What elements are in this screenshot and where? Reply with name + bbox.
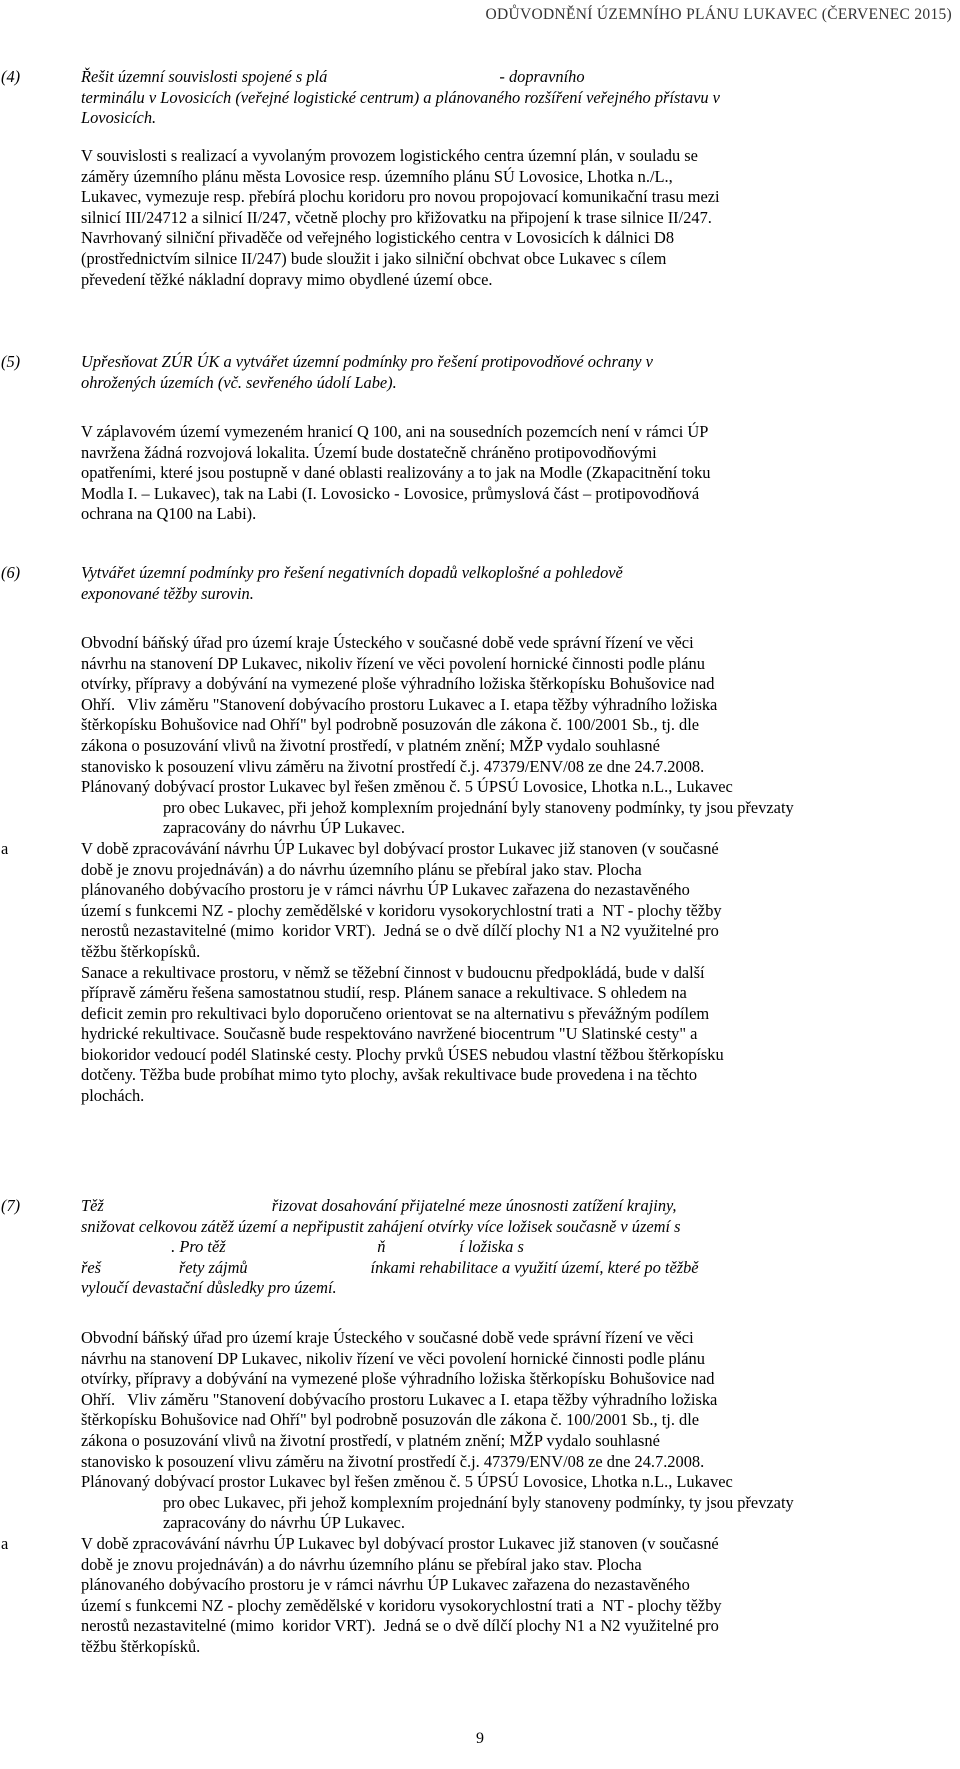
body-line: biokoridor vedoucí podél Slatinské cesty. Plochy prvků ÚSES nebudou vlastní těžbou štěrkopísku [81, 1044, 724, 1064]
body-line: hydrické rekultivace. Současně bude respektováno navržené biocentrum "U Slatinské cesty" a [81, 1024, 698, 1044]
body-line: plánovaného dobývacího prostoru je v rámci návrhu ÚP Lukavec zařazena do nezastavěného [81, 880, 690, 900]
section-number: (6) [1, 563, 21, 582]
document-header: ODŮVODNĚNÍ ÚZEMNÍHO PLÁNU LUKAVEC (ČERVENEC 2015) [485, 6, 952, 23]
body-line: době je znovu projednáván) a do návrhu územního plánu se přebíral jako stav. Plocha [81, 859, 642, 879]
body-line: zákona o posuzování vlivů na životní prostředí, v platném znění; MŽP vydalo souhlasné [81, 735, 660, 755]
body-line: štěrkopísku Bohušovice nad Ohří" byl podrobně posuzován dle zákona č. 100/2001 Sb., tj. dle [81, 1410, 700, 1430]
body-line: V souvislosti s realizací a vyvolaným provozem logistického centra územní plán, v souladu se [81, 146, 698, 165]
body-line: otvírky, přípravy a dobývání na vymezené ploše výhradního ložiska štěrkopísku Bohušovice nad [81, 1369, 715, 1389]
body-line: plochách. [81, 1086, 145, 1106]
heading-line: Vytvářet územní podmínky pro řešení negativních dopadů velkoplošné a pohledově [81, 563, 623, 582]
section-number: (4) [1, 67, 21, 86]
body-line: deficit zemin pro rekultivaci bylo doporučeno orientovat se na alternativu s převážným podílem [81, 1003, 710, 1023]
body-line: plánovaného dobývacího prostoru je v rámci návrhu ÚP Lukavec zařazena do nezastavěného [81, 1575, 690, 1595]
body-line: záměry územního plánu města Lovosice resp. územního plánu SÚ Lovosice, Lhotka n./L., [81, 166, 673, 186]
body-line: V době zpracovávání návrhu ÚP Lukavec byl dobývací prostor Lukavec již stanoven (v současné [81, 1533, 719, 1553]
margin-letter: a [1, 839, 9, 858]
section-body [81, 422, 951, 525]
body-line: otvírky, přípravy a dobývání na vymezené ploše výhradního ložiska štěrkopísku Bohušovice nad [81, 674, 715, 694]
body-line: pro obec Lukavec, při jehož komplexním projednání byly stanoveny podmínky, ty jsou převzaty [81, 1492, 794, 1512]
body-line: V době zpracovávání návrhu ÚP Lukavec byl dobývací prostor Lukavec již stanoven (v současné [81, 838, 719, 858]
heading-line: Těž řizovat dosahování přijatelné meze únosnosti zatížení krajiny, [81, 1196, 677, 1215]
body-line: opatřeními, které jsou postupně v dané oblasti realizovány a to jak na Modle (Zkapacitnění toku [81, 463, 711, 483]
heading-line: terminálu v Lovosicích (veřejné logistické centrum) a plánovaného rozšíření veřejného přístavu v [81, 87, 720, 107]
heading-line: ohrožených územích (vč. sevřeného údolí Labe). [81, 372, 397, 392]
body-line: území s funkcemi NZ - plochy zemědělské v koridoru vysokorychlostní trati a NT - plochy těžby [81, 1595, 722, 1615]
body-line: dotčeny. Těžba bude probíhat mimo tyto plochy, avšak rekultivace bude provedena i na těchto [81, 1065, 698, 1085]
section-heading [81, 563, 951, 604]
body-line: štěrkopísku Bohušovice nad Ohří" byl podrobně posuzován dle zákona č. 100/2001 Sb., tj. dle [81, 715, 700, 735]
body-line: těžbu štěrkopísků. [81, 1636, 201, 1656]
section-heading [81, 1196, 951, 1299]
body-line: stanovisko k posouzení vlivu záměru na životní prostředí č.j. 47379/ENV/08 ze dne 24.7.2008. [81, 1451, 705, 1471]
heading-line: Upřesňovat ZÚR ÚK a vytvářet územní podmínky pro řešení protipovodňové ochrany v [81, 352, 653, 371]
heading-line: Řešit územní souvislosti spojené s plá - dopravního [81, 67, 585, 86]
heading-line: . Pro těž ň í ložiska s [81, 1237, 524, 1257]
body-line: Navrhovaný silniční přivaděče od veřejného logistického centra v Lovosicích k dálnici D8 [81, 228, 675, 248]
body-line: pro obec Lukavec, při jehož komplexním projednání byly stanoveny podmínky, ty jsou převzaty [81, 797, 794, 817]
body-line: Lukavec, vymezuje resp. přebírá plochu koridoru pro novou propojovací komunikační trasu mezi [81, 187, 720, 207]
body-line: Obvodní báňský úřad pro území kraje Ústeckého v současné době vede správní řízení ve věci [81, 633, 694, 652]
section-number: (7) [1, 1196, 21, 1215]
body-line: Obvodní báňský úřad pro území kraje Ústeckého v současné době vede správní řízení ve věci [81, 1328, 694, 1347]
section-number: (5) [1, 352, 21, 371]
body-line: ochrana na Q100 na Labi). [81, 504, 257, 524]
body-line: nerostů nezastavitelné (mimo koridor VRT). Jedná se o dvě dílčí plochy N1 a N2 využitelné pro [81, 921, 719, 941]
body-line: zákona o posuzování vlivů na životní prostředí, v platném znění; MŽP vydalo souhlasné [81, 1430, 660, 1450]
body-line: Plánovaný dobývací prostor Lukavec byl řešen změnou č. 5 ÚPSÚ Lovosice, Lhotka n.L., Lukavec [81, 777, 733, 797]
body-line: navržena žádná rozvojová lokalita. Území bude dostatečně chráněno protipovodňovými [81, 442, 657, 462]
body-line: Ohří. Vliv záměru "Stanovení dobývacího prostoru Lukavec a I. etapa těžby výhradního ložiska [81, 694, 718, 714]
section-heading [81, 67, 951, 129]
section-body [81, 146, 951, 290]
body-line: území s funkcemi NZ - plochy zemědělské v koridoru vysokorychlostní trati a NT - plochy těžby [81, 900, 722, 920]
body-line: návrhu na stanovení DP Lukavec, nikoliv řízení ve věci povolení hornické činnosti podle plánu [81, 1348, 705, 1368]
heading-line: řeš řety zájmů ínkami rehabilitace a využití území, které po těžbě [81, 1257, 699, 1277]
body-line: Plánovaný dobývací prostor Lukavec byl řešen změnou č. 5 ÚPSÚ Lovosice, Lhotka n.L., Lukavec [81, 1472, 733, 1492]
section-heading [81, 352, 951, 393]
body-line: těžbu štěrkopísků. [81, 941, 201, 961]
body-line: V záplavovém území vymezeném hranicí Q 100, ani na sousedních pozemcích není v rámci ÚP [81, 422, 709, 441]
heading-line: Lovosicích. [81, 108, 157, 128]
body-line: návrhu na stanovení DP Lukavec, nikoliv řízení ve věci povolení hornické činnosti podle plánu [81, 653, 705, 673]
body-line: nerostů nezastavitelné (mimo koridor VRT). Jedná se o dvě dílčí plochy N1 a N2 využitelné pro [81, 1616, 719, 1636]
heading-line: vyloučí devastační důsledky pro území. [81, 1278, 337, 1298]
heading-line: snižovat celkovou zátěž území a nepřipustit zahájení otvírky více ložisek současně v území s [81, 1216, 681, 1236]
section-body [81, 633, 951, 1107]
body-line: zapracovány do návrhu ÚP Lukavec. [81, 818, 405, 838]
body-line: převedení těžké nákladní dopravy mimo obydlené území obce. [81, 269, 493, 289]
heading-line: exponované těžby surovin. [81, 583, 254, 603]
body-line: (prostřednictvím silnice II/247) bude sloužit i jako silniční obchvat obce Lukavec s cílem [81, 248, 667, 268]
body-line: zapracovány do návrhu ÚP Lukavec. [81, 1513, 405, 1533]
body-line: silnicí III/24712 a silnicí II/247, včetně plochy pro křižovatku na připojení k trase silnice II/247. [81, 207, 712, 227]
body-line: Ohří. Vliv záměru "Stanovení dobývacího prostoru Lukavec a I. etapa těžby výhradního ložiska [81, 1389, 718, 1409]
body-line: Sanace a rekultivace prostoru, v němž se těžební činnost v budoucnu předpokládá, bude v další [81, 962, 705, 982]
body-line: stanovisko k posouzení vlivu záměru na životní prostředí č.j. 47379/ENV/08 ze dne 24.7.2008. [81, 756, 705, 776]
margin-letter: a [1, 1534, 9, 1553]
section-body [81, 1328, 951, 1658]
body-line: Modla I. – Lukavec), tak na Labi (I. Lovosicko - Lovosice, průmyslová část – protipovodňová [81, 483, 700, 503]
page-number: 9 [476, 1730, 484, 1747]
body-line: době je znovu projednáván) a do návrhu územního plánu se přebíral jako stav. Plocha [81, 1554, 642, 1574]
body-line: přípravě záměru řešena samostatnou studií, resp. Plánem sanace a rekultivace. S ohledem na [81, 983, 687, 1003]
